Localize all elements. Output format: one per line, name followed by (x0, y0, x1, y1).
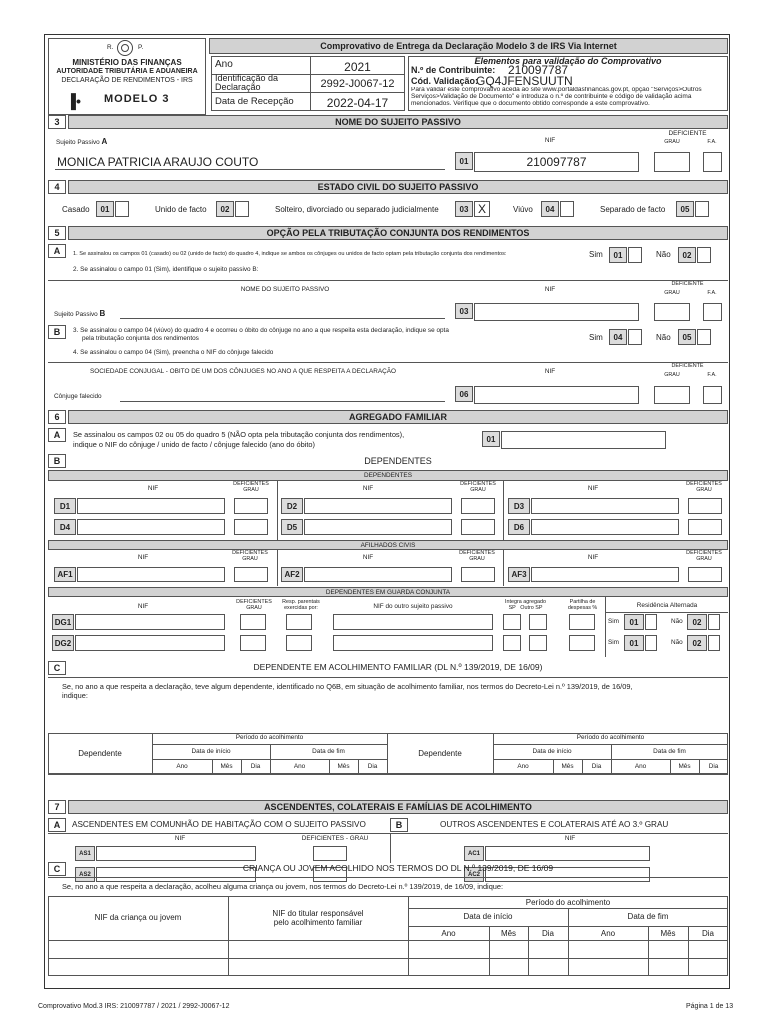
s5-b-sim-box[interactable] (628, 329, 642, 345)
dep-d6-grau[interactable] (688, 519, 722, 535)
s6-c-title: DEPENDENTE EM ACOLHIMENTO FAMILIAR (DL N.º 139/2019, DE 16/09) (253, 662, 543, 672)
s3-title: NOME DO SUJEITO PASSIVO (68, 115, 728, 129)
s3-fa-label: F.A. (707, 139, 717, 145)
s5-fa-header: F.A. (707, 290, 717, 296)
s4-title: ESTADO CIVIL DO SUJEITO PASSIVO (68, 180, 728, 194)
s6-c-label: C (48, 661, 66, 675)
af1-nif[interactable] (77, 567, 225, 582)
s3-def-label: DEFICIENTE (668, 130, 707, 137)
dep-d6-code: D6 (508, 519, 530, 535)
s7-number: 7 (48, 800, 66, 814)
s5-sim-label: Sim (589, 250, 603, 259)
s4-separado-label: Separado de facto (600, 205, 666, 214)
dep-d4-code: D4 (54, 519, 76, 535)
as-nif-header: NIF (174, 835, 186, 842)
s5-field-03: 03 (455, 303, 473, 319)
dg1-sim-code: 01 (624, 614, 644, 630)
child-titular-1: NIF do titular responsável (272, 909, 364, 918)
dg2-integra-sp[interactable] (503, 635, 521, 651)
s5-soc-def-header: DEFICIENTE (671, 363, 704, 369)
dg-integra-header: Integra agregado SP Outro SP (504, 599, 547, 611)
dg2-nao-box[interactable] (708, 635, 720, 651)
af-col2-def: DEFICIENTES GRAU (459, 550, 495, 562)
ac2-code: AC2 (464, 867, 484, 882)
s4-solteiro-label: Solteiro, divorciado ou separado judicialmente (275, 205, 439, 214)
c-ano-1: Ano (441, 929, 456, 938)
af-col1-nif: NIF (137, 554, 149, 561)
foster-fim-2: Data de fim (653, 748, 686, 755)
code-label: Cód. Validação: (411, 76, 479, 86)
foster-inicio-2: Data de início (532, 748, 572, 755)
c-ano-2: Ano (600, 929, 616, 938)
s6-guarda: DEPENDENTES EM GUARDA CONJUNTA (48, 587, 728, 597)
dep-col3-def: DEFICIENTES GRAU (686, 481, 722, 493)
ident-label: Identificação da Declaração (215, 73, 279, 92)
dg1-nao-label: Não (671, 618, 683, 625)
af1-grau[interactable] (234, 567, 268, 582)
dep-d6-nif[interactable] (531, 519, 679, 535)
s5-soc-header: SOCIEDADE CONJUGAL - OBITO DE UM DOS CÔNJUGES NO ANO A QUE RESPEITA A DECLARAÇÃO (90, 368, 396, 375)
s7-a-label: A (48, 818, 66, 832)
s4-viuvo-code: 04 (541, 201, 559, 217)
s5-b-nao-box[interactable] (697, 329, 711, 345)
s4-solteiro-box[interactable]: X (474, 201, 490, 217)
s5-nao-label: Não (656, 250, 671, 259)
s5-a-text1: 1. Se assinalou os campos 01 (casado) ou 02 (unido de facto) do quadro 4, indique se ambos os cônjuges ou unidos de facto optam pela tributação conjunta dos rendimentos: (73, 251, 507, 257)
dg1-nao-code: 02 (687, 614, 707, 630)
foster-fim-1: Data de fim (312, 748, 345, 755)
s6-afilhados: AFILHADOS CIVIS (48, 540, 728, 550)
footer-page: Página 1 de 13 (686, 1003, 734, 1010)
child-periodo: Período do acolhimento (525, 898, 611, 907)
dg1-grau[interactable] (240, 614, 266, 630)
ac1-nif[interactable] (485, 846, 650, 861)
s4-unido-box[interactable] (235, 201, 249, 217)
s5-spb-nif[interactable] (474, 303, 639, 321)
s5-deceased-fa[interactable] (703, 386, 722, 404)
dep-d4-nif[interactable] (77, 519, 225, 535)
validation-note: Para validar este comprovativo aceda ao site www.portaldasfinancas.gov.pt, opção "Serviços>Outros Serviços>Validação de Documento" e introduza o n.º de contribuinte e código de validação acima mencionados. Verifique que o documento obtido corresponde a este comprovativo. (411, 87, 702, 107)
s3-field-01: 01 (455, 152, 473, 170)
s3-fa-box[interactable] (703, 152, 722, 172)
f-dia-4: Dia (708, 763, 719, 770)
at-logo-icon: ▐• (66, 93, 81, 109)
coat-of-arms-icon (117, 40, 133, 56)
af1-code: AF1 (54, 567, 76, 582)
dep-d3-grau[interactable] (688, 498, 722, 514)
s4-solteiro-code: 03 (455, 201, 473, 217)
dg-def-header: DEFICIENTES GRAU (236, 599, 272, 611)
dg1-partilha[interactable] (569, 614, 595, 630)
dg2-sim-code: 01 (624, 635, 644, 651)
f-ano-1: Ano (176, 763, 188, 770)
reception-value: 2022-04-17 (326, 96, 389, 110)
s6-a-text2: indique o NIF do cônjuge / unido de facto / cônjuge falecido (ano do óbito) (73, 440, 316, 449)
s4-unido-code: 02 (216, 201, 234, 217)
af2-code: AF2 (281, 567, 303, 582)
ac-nif-header: NIF (564, 835, 576, 842)
s5-grau-header: GRAU (664, 290, 680, 296)
af-col2-nif: NIF (362, 554, 374, 561)
dep-col3-nif: NIF (587, 485, 599, 492)
s5-b-text1: 3. Se assinalou o campo 04 (viúvo) do quadro 4 e ocorreu o óbito do cônjuge no ano a que respeita esta declaração, indique se opta (73, 327, 449, 334)
s6-spouse-nif[interactable] (501, 431, 666, 449)
dg-resp-header: Resp. parentais exercidas por: (282, 599, 320, 611)
s5-a-text2: 2. Se assinalou o campo 01 (Sim), identifique o sujeito passivo B: (73, 266, 259, 273)
s5-field-06: 06 (455, 386, 473, 402)
s4-viuvo-label: Viúvo (513, 205, 533, 214)
s3-nif-value[interactable]: 210097787 (474, 152, 639, 172)
af3-grau[interactable] (688, 567, 722, 582)
dg2-nao-label: Não (671, 639, 683, 646)
s5-field-02: 02 (678, 247, 696, 263)
s5-b-text2: 4. Se assinalou o campo 04 (Sim), preencha o NIF do cônjuge falecido (73, 349, 274, 356)
republic-left: R. (107, 44, 114, 51)
s5-def-header: DEFICIENTE (671, 281, 704, 287)
c-dia-1: Dia (541, 929, 554, 938)
validation-title: Elementos para validação do Comprovativo (474, 56, 662, 66)
f-mes-1: Mês (220, 763, 233, 770)
s5-spb-fa[interactable] (703, 303, 722, 321)
dg1-nif[interactable] (75, 614, 225, 630)
dg2-integra-outro[interactable] (529, 635, 547, 651)
af-col3-def: DEFICIENTES GRAU (686, 550, 722, 562)
s5-name-header: NOME DO SUJEITO PASSIVO (240, 286, 330, 293)
as1-grau[interactable] (313, 846, 347, 861)
af-col1-def: DEFICIENTES GRAU (232, 550, 268, 562)
s3-name-value: MONICA PATRICIA ARAUJO COUTO (57, 155, 259, 169)
dg1-sim-box[interactable] (645, 614, 657, 630)
s4-casado-box[interactable] (115, 201, 129, 217)
dep-d2-grau[interactable] (461, 498, 495, 514)
child-inicio: Data de início (463, 912, 513, 921)
s3-grau-label: GRAU (664, 139, 680, 145)
republic-right: P. (138, 44, 144, 51)
s6-a-text1: Se assinalou os campos 02 ou 05 do quadro 5 (NÃO opta pela tributação conjunta dos rendimentos), (73, 430, 405, 439)
dg-residencia-header: Residência Alternada (636, 602, 698, 609)
s4-casado-code: 01 (96, 201, 114, 217)
s6-dependentes-title: DEPENDENTES (364, 456, 432, 466)
s4-separado-code: 05 (676, 201, 694, 217)
af3-nif[interactable] (531, 567, 679, 582)
child-titular-2: pelo acolhimento familiar (273, 918, 363, 927)
dg-nif-outro-header: NIF do outro sujeito passivo (373, 603, 453, 610)
foster-periodo-2: Período do acolhimento (576, 734, 645, 741)
reception-label: Data de Recepção (215, 96, 294, 107)
foster-inicio-1: Data de início (191, 748, 231, 755)
dep-d3-code: D3 (508, 498, 530, 514)
dg1-nao-box[interactable] (708, 614, 720, 630)
s5-number: 5 (48, 226, 66, 240)
s5-nif-header: NIF (544, 286, 556, 293)
dep-col2-def: DEFICIENTES GRAU (460, 481, 496, 493)
dg2-partilha[interactable] (569, 635, 595, 651)
dep-col2-nif: NIF (362, 485, 374, 492)
dg1-integra-sp[interactable] (503, 614, 521, 630)
s4-unido-label: Unido de facto (155, 205, 207, 214)
f-ano-2: Ano (293, 763, 306, 770)
ac1-code: AC1 (464, 846, 484, 861)
af2-nif[interactable] (304, 567, 452, 582)
c-dia-2: Dia (701, 929, 714, 938)
f-mes-2: Mês (337, 763, 350, 770)
s5-nao-box[interactable] (697, 247, 711, 263)
s5-soc-grau-header: GRAU (664, 372, 680, 378)
foster-periodo-1: Período do acolhimento (235, 734, 304, 741)
year-value: 2021 (344, 60, 371, 74)
s7-b-label: B (390, 818, 408, 832)
dep-d1-code: D1 (54, 498, 76, 514)
dg-nif-header: NIF (137, 603, 149, 610)
c-mes-1: Mês (500, 929, 517, 938)
dg-partilha-header: Partilha de despesas % (567, 599, 598, 611)
foster-dependente-2: Dependente (418, 749, 462, 758)
s3-nif-label: NIF (544, 137, 556, 144)
dg2-resp[interactable] (286, 635, 312, 651)
code-value: GQ4JFENSUUTN (476, 74, 573, 88)
f-mes-4: Mês (678, 763, 691, 770)
as1-nif[interactable] (96, 846, 256, 861)
dep-col1-def: DEFICIENTES GRAU (233, 481, 269, 493)
dg2-sim-box[interactable] (645, 635, 657, 651)
s5-soc-nif-header: NIF (544, 368, 556, 375)
s5-b-label: B (48, 325, 66, 339)
af3-code: AF3 (508, 567, 530, 582)
af2-grau[interactable] (461, 567, 495, 582)
s6-c-text2: indique: (62, 691, 88, 700)
s5-deceased-label: Cônjuge falecido (54, 393, 102, 400)
s5-deceased-nif[interactable] (474, 386, 639, 404)
as1-code: AS1 (75, 846, 95, 861)
ministry-name: MINISTÉRIO DAS FINANÇAS (72, 58, 182, 67)
child-fim: Data de fim (627, 912, 669, 921)
dep-d1-grau[interactable] (234, 498, 268, 514)
s5-deceased-grau[interactable] (654, 386, 690, 404)
s6-c-text1: Se, no ano a que respeita a declaração, teve algum dependente, identificado no Q6B, em situação de acolhimento familiar, nos termos do Decreto-Lei n.º 139/2019, de 16/09, (62, 682, 633, 691)
s7-c-title: CRIANÇA OU JOVEM ACOLHIDO NOS TERMOS DO DL N.º 139/2019, DE 16/09 (242, 863, 554, 873)
authority-name: AUTORIDADE TRIBUTÁRIA E ADUANEIRA (56, 68, 198, 75)
taxpayer-value: 210097787 (508, 63, 569, 77)
c-mes-2: Mês (660, 929, 676, 938)
s4-number: 4 (48, 180, 66, 194)
s5-b-nao-label: Não (656, 333, 671, 342)
as-def-header: DEFICIENTES - GRAU (301, 835, 369, 842)
dg2-grau[interactable] (240, 635, 266, 651)
ident-value: 2992-J0067-12 (320, 78, 395, 90)
year-label: Ano (215, 59, 233, 70)
dg1-sim-label: Sim (608, 618, 620, 625)
s6-number: 6 (48, 410, 66, 424)
s3-number: 3 (48, 115, 66, 129)
s5-b-text1b: pela tributação conjunta dos rendimentos (82, 335, 199, 342)
s7-c-text: Se, no ano a que respeita a declaração, acolheu alguma criança ou jovem, nos termos do Decreto-Lei n.º 139/2019, de 16/09, indique: (62, 882, 504, 891)
s5-spb-label: Sujeito Passivo B (54, 309, 106, 318)
dep-col1-nif: NIF (147, 485, 159, 492)
s3-grau-box[interactable] (654, 152, 690, 172)
dep-d4-grau[interactable] (234, 519, 268, 535)
s7-b-title: OUTROS ASCENDENTES E COLATERAIS ATÉ AO 3.º GRAU (440, 820, 669, 829)
dep-d3-nif[interactable] (531, 498, 679, 514)
dg2-nao-code: 02 (687, 635, 707, 651)
s7-a-title: ASCENDENTES EM COMUNHÃO DE HABITAÇÃO COM O SUJEITO PASSIVO (72, 820, 366, 829)
s6-b-label: B (48, 454, 66, 468)
declaration-type: DECLARAÇÃO DE RENDIMENTOS - IRS (61, 77, 193, 84)
s5-soc-fa-header: F.A. (707, 372, 717, 378)
s6-a-label: A (48, 428, 66, 442)
dg1-nif-outro[interactable] (333, 614, 493, 630)
dep-d1-nif[interactable] (77, 498, 225, 514)
footer-left: Comprovativo Mod.3 IRS: 210097787 / 2021 / 2992-J0067-12 (38, 1003, 230, 1010)
dg2-code: DG2 (52, 635, 74, 651)
dg1-resp[interactable] (286, 614, 312, 630)
s4-separado-box[interactable] (695, 201, 709, 217)
f-mes-3: Mês (561, 763, 574, 770)
receipt-title: Comprovativo de Entrega da Declaração Modelo 3 de IRS Via Internet (209, 38, 728, 54)
dep-d2-nif[interactable] (304, 498, 452, 514)
s6-title: AGREGADO FAMILIAR (68, 410, 728, 424)
f-dia-2: Dia (367, 763, 378, 770)
s5-b-sim-label: Sim (589, 333, 603, 342)
s5-a-label: A (48, 244, 66, 258)
s5-title: OPÇÃO PELA TRIBUTAÇÃO CONJUNTA DOS RENDIMENTOS (68, 226, 728, 240)
s5-field-05: 05 (678, 329, 696, 345)
dep-d5-code: D5 (281, 519, 303, 535)
dg2-nif[interactable] (75, 635, 225, 651)
f-dia-1: Dia (250, 763, 261, 770)
s7-title: ASCENDENTES, COLATERAIS E FAMÍLIAS DE ACOLHIMENTO (68, 800, 728, 814)
s7-c-label: C (48, 862, 66, 876)
s5-sim-box[interactable] (628, 247, 642, 263)
dg2-sim-label: Sim (608, 639, 620, 646)
child-nif-header: NIF da criança ou jovem (94, 913, 182, 922)
dg1-integra-outro[interactable] (529, 614, 547, 630)
dep-d5-nif[interactable] (304, 519, 452, 535)
s6-field-01: 01 (482, 431, 500, 447)
f-ano-4: Ano (634, 763, 647, 770)
f-dia-3: Dia (591, 763, 602, 770)
s4-viuvo-box[interactable] (560, 201, 574, 217)
s3-subject-label: Sujeito Passivo A (56, 137, 108, 146)
dg1-code: DG1 (52, 614, 74, 630)
dg2-nif-outro[interactable] (333, 635, 493, 651)
s5-spb-grau[interactable] (654, 303, 690, 321)
af-col3-nif: NIF (587, 554, 599, 561)
dep-d2-code: D2 (281, 498, 303, 514)
s5-field-01: 01 (609, 247, 627, 263)
model-label: MODELO 3 (104, 93, 170, 105)
s5-field-04: 04 (609, 329, 627, 345)
s6-dependentes-sub: DEPENDENTES (48, 470, 728, 481)
taxpayer-label: N.º de Contribuinte: (411, 65, 496, 75)
dep-d5-grau[interactable] (461, 519, 495, 535)
s4-casado-label: Casado (62, 205, 90, 214)
as2-code: AS2 (75, 867, 95, 882)
foster-dependente-1: Dependente (78, 749, 122, 758)
f-ano-3: Ano (517, 763, 529, 770)
